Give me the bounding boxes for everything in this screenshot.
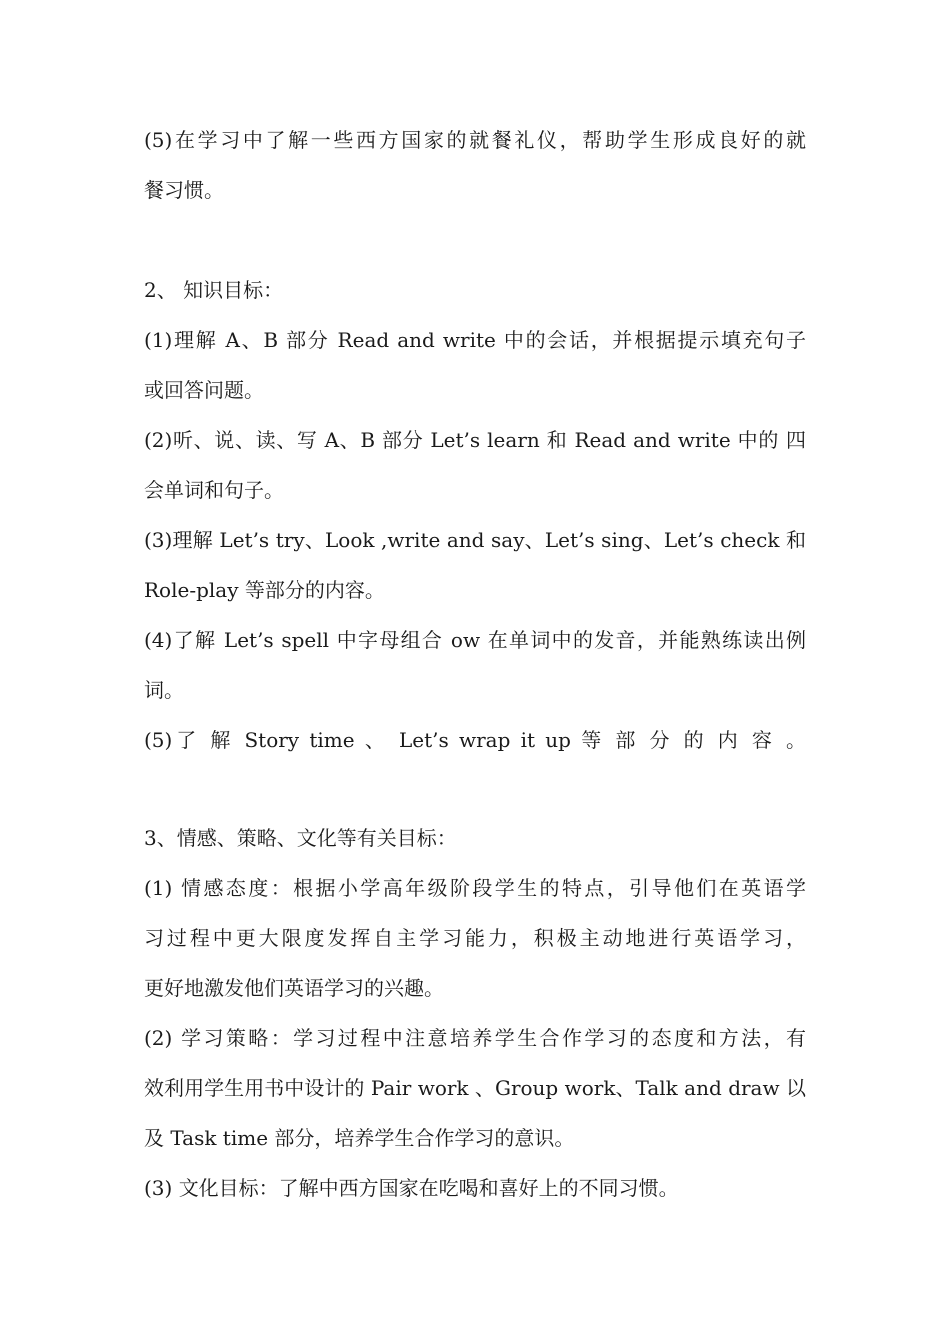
paragraph-line: 习过程中更大限度发挥自主学习能力，积极主动地进行英语学习， (144, 926, 806, 950)
section-heading: 2、 知识目标： (144, 278, 284, 302)
paragraph-line: 餐习惯。 (144, 178, 224, 202)
paragraph-line: (3)理解 Let’s try、Look ,write and say、Let’s sing、Let’s check 和 (144, 528, 806, 552)
paragraph-line: (3) 文化目标：了解中西方国家在吃喝和喜好上的不同习惯。 (144, 1176, 679, 1200)
paragraph-line: 及 Task time 部分，培养学生合作学习的意识。 (144, 1126, 575, 1150)
paragraph-line: 更好地激发他们英语学习的兴趣。 (144, 976, 444, 1000)
paragraph-line: (4)了解 Let’s spell 中字母组合 ow 在单词中的发音，并能熟练读出例 (144, 628, 806, 652)
paragraph-line: 词。 (144, 678, 184, 702)
paragraph-line: (5)了 解 Story time 、 Let’s wrap it up 等 部 分 的 内 容 。 (144, 728, 806, 752)
paragraph-line: 或回答问题。 (144, 378, 264, 402)
paragraph-line: 会单词和句子。 (144, 478, 284, 502)
paragraph-line: (1)理解 A、B 部分 Read and write 中的会话，并根据提示填充句子 (144, 328, 806, 352)
paragraph-line: (1) 情感态度：根据小学高年级阶段学生的特点，引导他们在英语学 (144, 876, 806, 900)
section-heading: 3、情感、策略、文化等有关目标： (144, 826, 457, 850)
paragraph-line: (2)听、说、读、写 A、B 部分 Let’s learn 和 Read and write 中的 四 (144, 428, 806, 452)
paragraph-line: 效利用学生用书中设计的 Pair work 、Group work、Talk and draw 以 (144, 1076, 806, 1100)
paragraph-line: Role-play 等部分的内容。 (144, 578, 385, 602)
paragraph-line: (5)在学习中了解一些西方国家的就餐礼仪，帮助学生形成良好的就 (144, 128, 806, 152)
paragraph-line: (2) 学习策略：学习过程中注意培养学生合作学习的态度和方法，有 (144, 1026, 806, 1050)
